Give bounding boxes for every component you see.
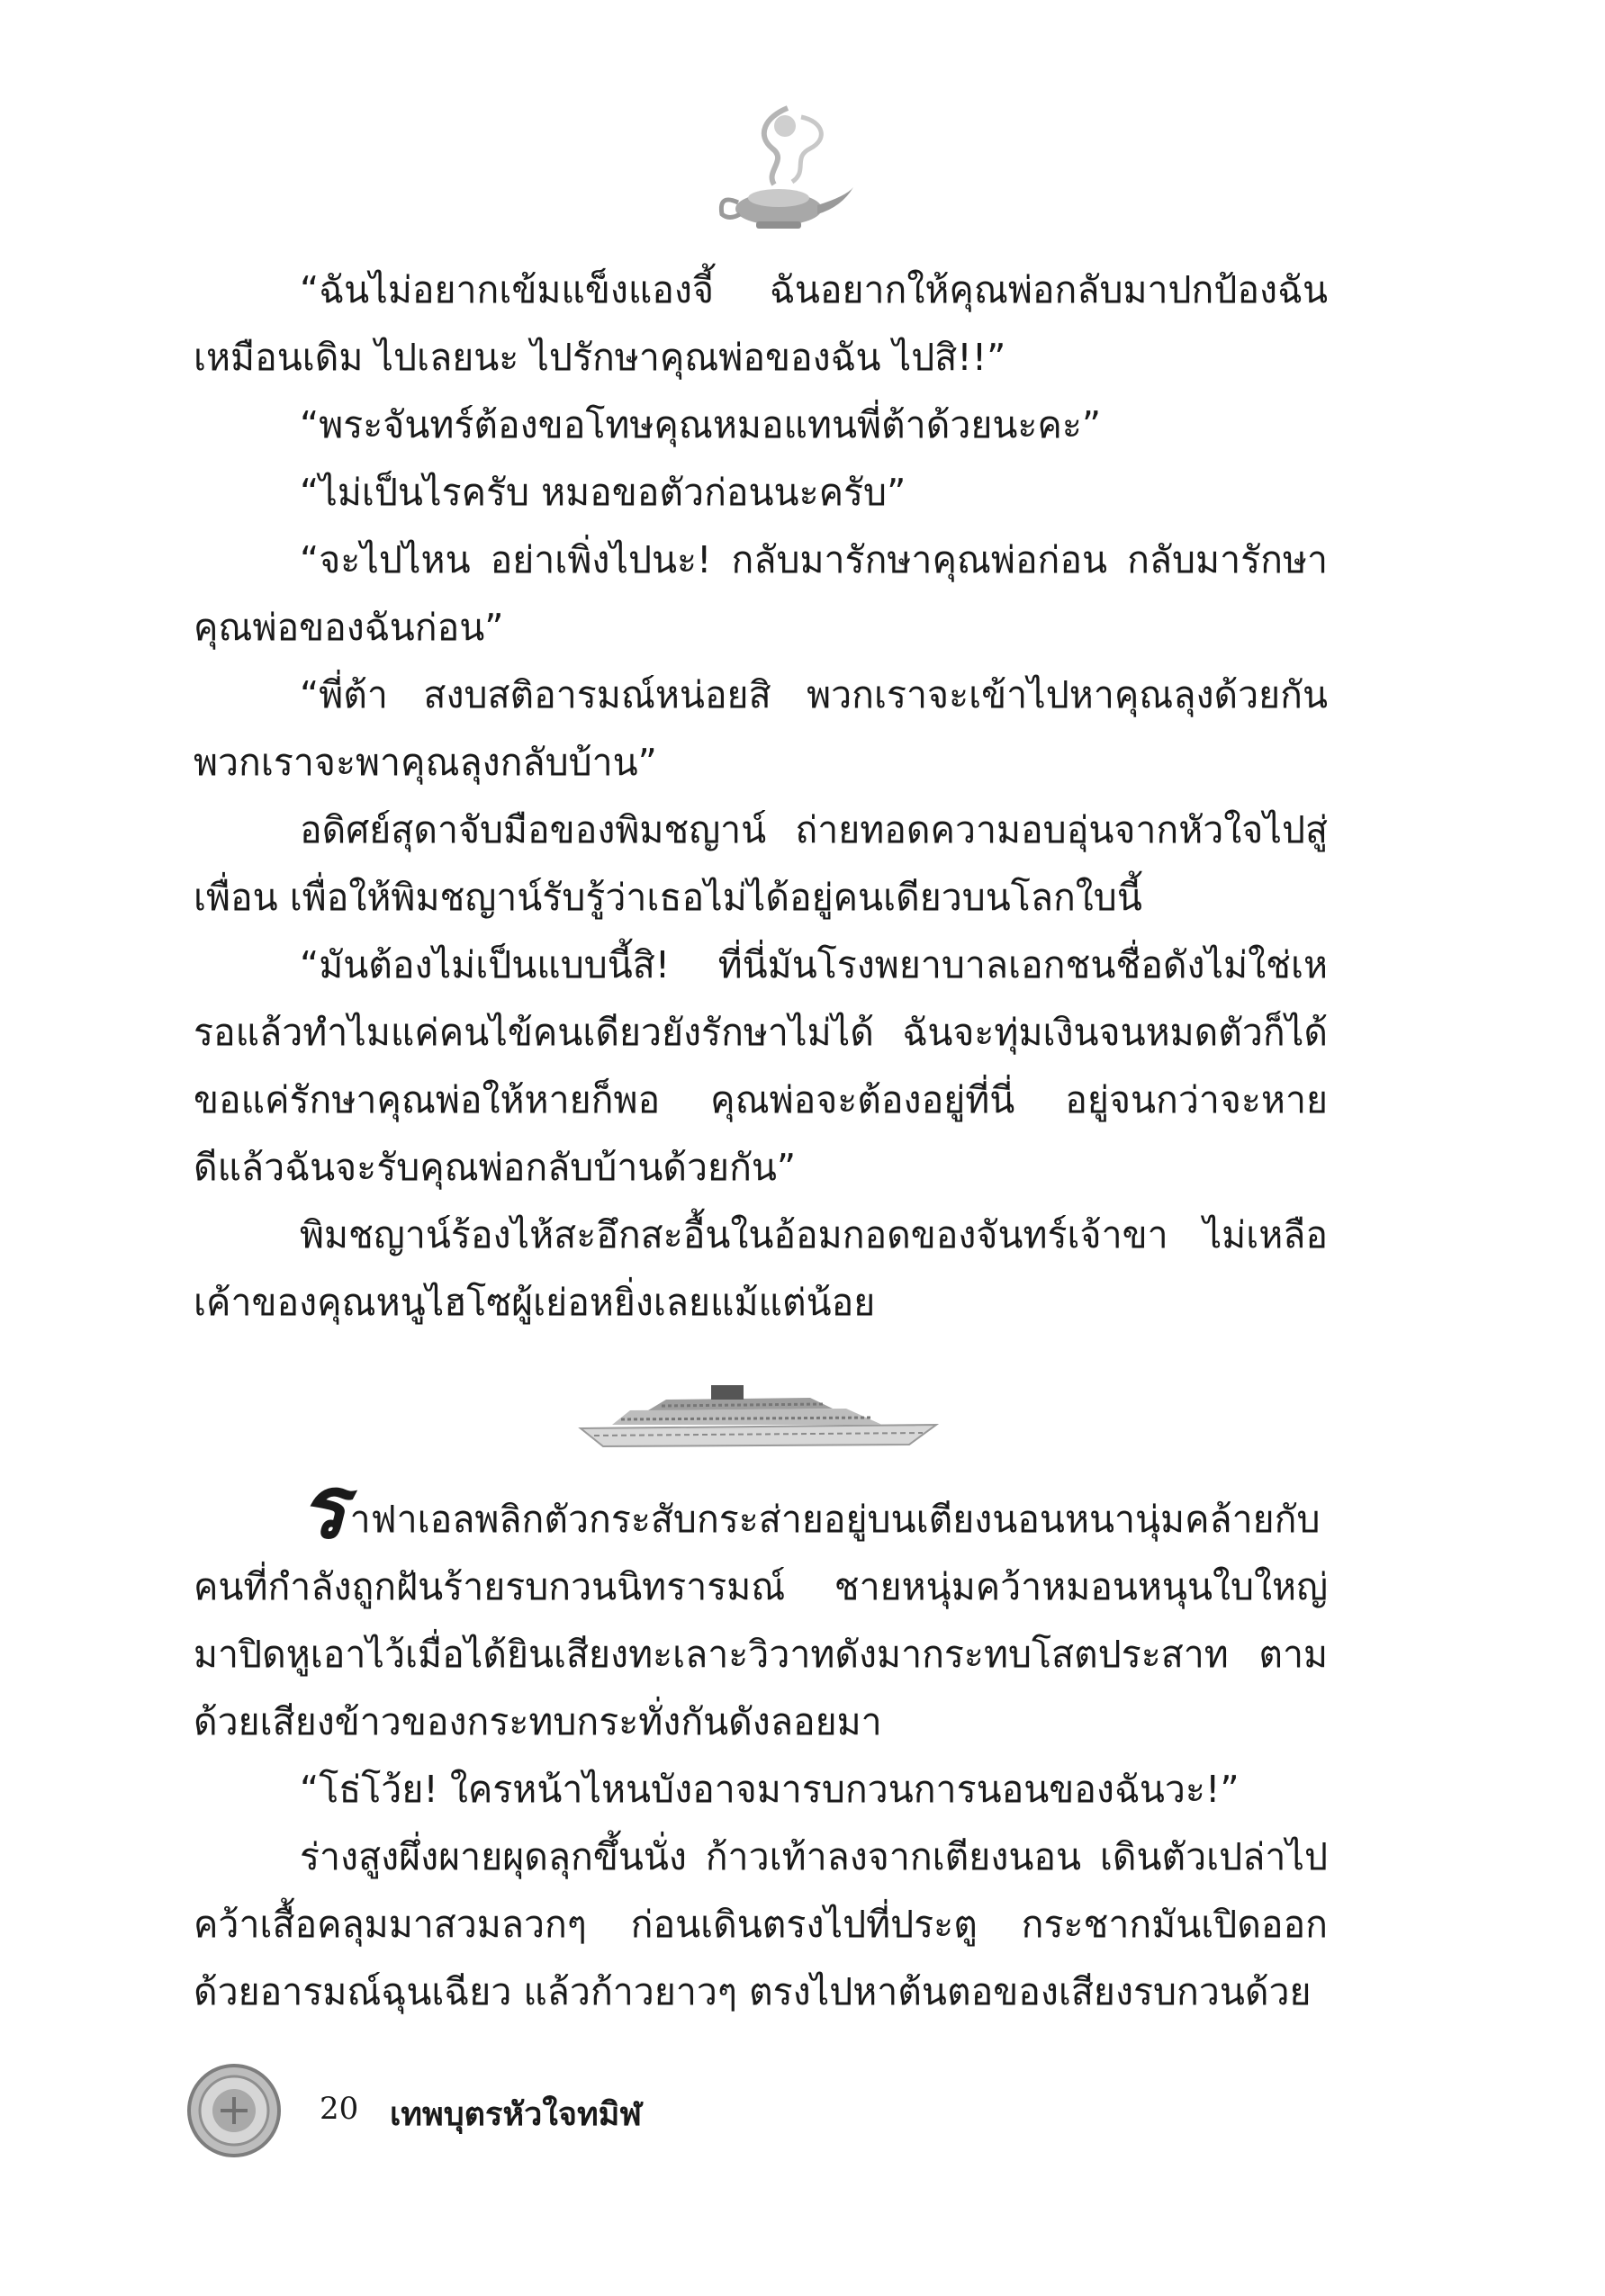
body-text-section-1 bbox=[194, 257, 1328, 1337]
coin-emblem-icon bbox=[185, 2061, 284, 2160]
paragraph-with-drop-cap bbox=[194, 1456, 1328, 1756]
paragraph: ร่างสูงผึ่งผายผุดลุกขึ้นนั่ง ก้าวเท้าลงจากเตียงนอน เดินตัวเปล่าไปคว้าเสื้อคลุมมาสวมลวกๆ ก่อนเดินตรงไปที่ประตู กระชากมันเปิดออกด้วยอารมณ์ฉุนเฉียว แล้วก้าวยาวๆ ตรงไปหาต้นตอของเสียงรบกวนด้วย bbox=[194, 1835, 1328, 2013]
paragraph: “ไม่เป็นไรครับ หมอขอตัวก่อนนะครับ” bbox=[300, 471, 906, 514]
page-number: 20 bbox=[320, 2091, 359, 2127]
paragraph: พิมชญาน์ร้องไห้สะอึกสะอื้นในอ้อมกอดของจันทร์เจ้าขา ไม่เหลือเค้าของคุณหนูไฮโซผู้เย่อหยิ่งเลยแม้แต่น้อย bbox=[194, 1213, 1328, 1324]
paragraph: “โธ่โว้ย! ใครหน้าไหนบังอาจมารบกวนการนอนของฉันวะ!” bbox=[300, 1768, 1240, 1811]
paragraph: “พี่ต้า สงบสติอารมณ์หน่อยสิ พวกเราจะเข้าไปหาคุณลุงด้วยกันพวกเราจะพาคุณลุงกลับบ้าน” bbox=[194, 673, 1328, 784]
cruise-ship-icon bbox=[576, 1373, 945, 1454]
paragraph-text: าฟาเอลพลิกตัวกระสับกระส่ายอยู่บนเตียงนอนหนานุ่มคล้ายกับคนที่กำลังถูกฝันร้ายรบกวนนิทรารมณ์ ชายหนุ่มคว้าหมอนหนุนใบใหญ่มาปิดหูเอาไว้เมื่อได้ยินเสียงทะเลาะวิวาทดังมากระทบโสตประสาท ตามด้วยเสียงข้าวของกระทบกระทั่งกันดังลอยมา bbox=[194, 1498, 1328, 1743]
book-title: เทพบุตรหัวใจทมิฬ bbox=[390, 2096, 643, 2133]
paragraph: “พระจันทร์ต้องขอโทษคุณหมอแทนพี่ต้าด้วยนะคะ” bbox=[300, 403, 1102, 446]
paragraph: “มันต้องไม่เป็นแบบนี้สิ! ที่นี่มันโรงพยาบาลเอกชนชื่อดังไม่ใช่เหรอแล้วทำไมแค่คนไข้คนเดียวยังรักษาไม่ได้ ฉันจะทุ่มเงินจนหมดตัวก็ได้ขอแค่รักษาคุณพ่อให้หายก็พอ คุณพ่อจะต้องอยู่ที่นี่ อยู่จนกว่าจะหายดีแล้วฉันจะรับคุณพ่อกลับบ้านด้วยกัน” bbox=[194, 943, 1328, 1189]
paragraph: “ฉันไม่อยากเข้มแข็งแองจี้ ฉันอยากให้คุณพ่อกลับมาปกป้องฉันเหมือนเดิม ไปเลยนะ ไปรักษาคุณพ่อของฉัน ไปสิ!!” bbox=[194, 268, 1328, 379]
body-text-section-2 bbox=[194, 1456, 1328, 2026]
page-footer bbox=[185, 2061, 995, 2160]
genie-lamp-icon bbox=[702, 99, 855, 234]
paragraph: อดิศย์สุดาจับมือของพิมชญาน์ ถ่ายทอดความอบอุ่นจากหัวใจไปสู่เพื่อน เพื่อให้พิมชญาน์รับรู้ว่าเธอไม่ได้อยู่คนเดียวบนโลกใบนี้ bbox=[194, 808, 1328, 919]
paragraph: “จะไปไหน อย่าเพิ่งไปนะ! กลับมารักษาคุณพ่อก่อน กลับมารักษาคุณพ่อของฉันก่อน” bbox=[194, 538, 1328, 649]
drop-cap: ร bbox=[300, 1456, 347, 1558]
